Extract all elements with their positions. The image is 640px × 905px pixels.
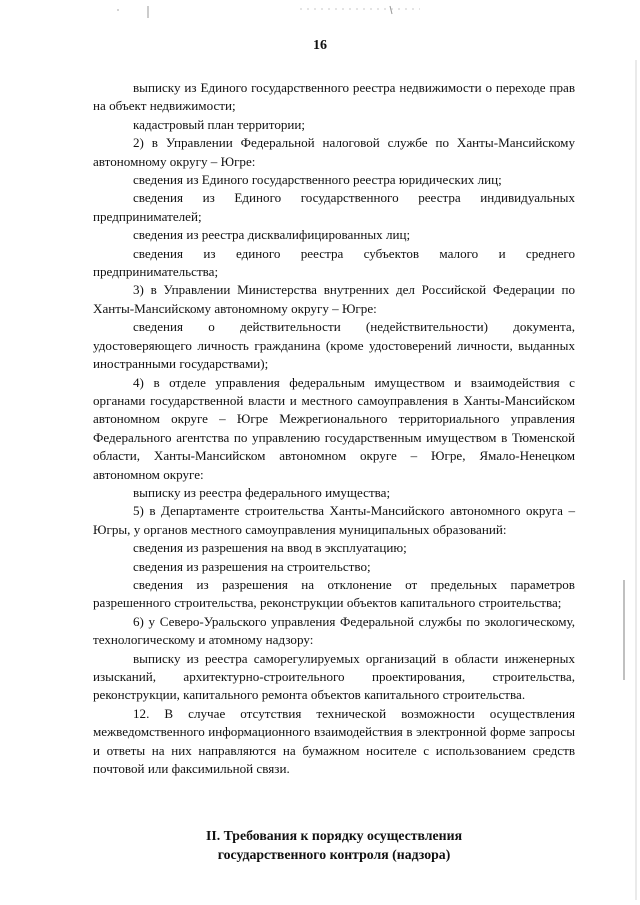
paragraph: сведения о действительности (недействительности) документа, удостоверяющего личность гражданина (кроме удостоверений личности, выданных иностранными государствами); xyxy=(93,319,575,372)
paragraph: 6) у Северо-Уральского управления Федеральной службы по экологическому, технологическому и атомному надзору: xyxy=(93,613,575,648)
paragraph: сведения из Единого государственного реестра индивидуальных предпринимателей; xyxy=(93,190,575,224)
paragraph: 2) в Управлении Федеральной налоговой службе по Ханты-Мансийскому автономному округу – Югре: xyxy=(93,135,575,169)
paragraph: выписку из реестра саморегулируемых организаций в области инженерных изысканий, архитектурно-строительного проектирования, строительства, реконструкции, капитального ремонта объектов капитального строительства. xyxy=(93,650,575,703)
body-text xyxy=(93,79,575,778)
paragraph: 3) в Управлении Министерства внутренних дел Российской Федерации по Ханты-Мансийскому автономному округу – Югре: xyxy=(93,282,575,316)
paragraph: выписку из Единого государственного реестра недвижимости о переходе прав на объект недвижимости; xyxy=(93,80,575,114)
paragraph: сведения из разрешения на отклонение от предельных параметров разрешенного строительства, реконструкции объектов капитального строительства; xyxy=(93,576,575,611)
paragraph: 12. В случае отсутствия технической возможности осуществления межведомственного информационного взаимодействия в электронной форме запросы и ответы на них направляются на бумажном носителе с использованием средств почтовой или факсимильной связи. xyxy=(93,705,575,777)
paragraph: 5) в Департаменте строительства Ханты-Мансийского автономного округа – Югры, у органов местного самоуправления муниципальных образований: xyxy=(93,503,575,537)
section-heading-line: II. Требования к порядку осуществления xyxy=(205,828,463,843)
page-number: 16 xyxy=(313,38,327,53)
paragraph: кадастровый план территории; xyxy=(133,116,306,132)
paragraph: 4) в отделе управления федеральным имуществом и взаимодействия с органами государственной власти и местного самоуправления в Ханты-Мансийском автономном округе – Югре Межрегионального территориального управления Федерального агентства по управлению государственным имуществом в Тюменской области, Ханты-Мансийском автономном округе – Югре, Ямало-Ненецком автономном округе: xyxy=(93,374,575,482)
scan-speck xyxy=(390,6,392,14)
paragraph: выписку из реестра федерального имущества; xyxy=(133,484,391,500)
paragraph: сведения из разрешения на строительство; xyxy=(133,558,371,574)
paragraph: сведения из единого реестра субъектов малого и среднего предпринимательства; xyxy=(93,245,575,280)
paragraph: сведения из разрешения на ввод в эксплуатацию; xyxy=(133,540,407,556)
paragraph: сведения из реестра дисквалифицированных лиц; xyxy=(133,227,411,243)
section-heading-line: государственного контроля (надзора) xyxy=(217,847,451,862)
section-heading xyxy=(93,826,575,864)
paragraph: сведения из Единого государственного реестра юридических лиц; xyxy=(133,172,502,188)
